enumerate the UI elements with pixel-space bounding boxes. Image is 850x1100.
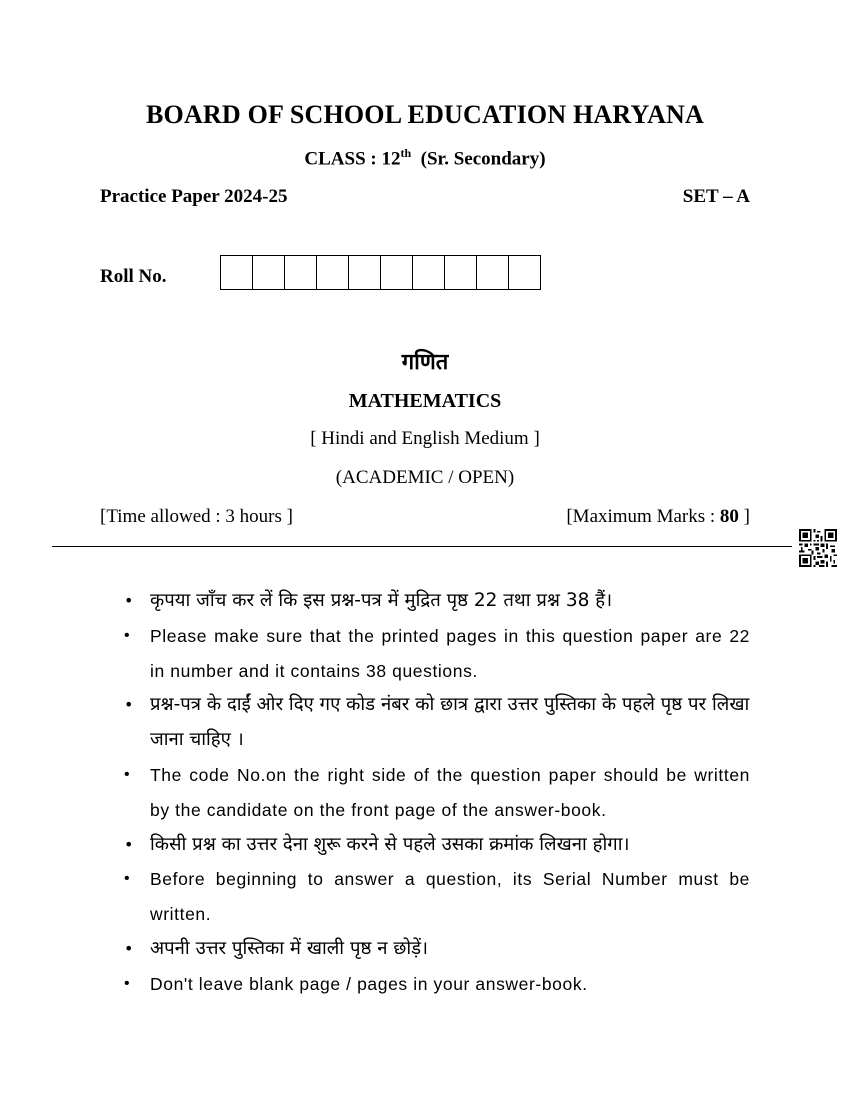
bullet-icon: • (124, 834, 134, 854)
board-title: BOARD OF SCHOOL EDUCATION HARYANA (145, 100, 704, 129)
practice-paper-label: Practice Paper 2024-25 (100, 186, 288, 207)
bullet-icon: • (124, 974, 131, 992)
academic-open-note: (ACADEMIC / OPEN) (335, 467, 515, 488)
roll-number-label: Roll No. (100, 266, 167, 287)
bullet-icon: • (124, 591, 134, 610)
qr-code-icon (799, 529, 837, 567)
instruction-text: अपनी उत्तर पुस्तिका में खाली पृष्ठ न छोड़ें। (150, 937, 429, 959)
roll-number-box[interactable] (413, 256, 445, 289)
max-marks-suffix: ] (738, 506, 750, 527)
class-suffix: (Sr. Secondary) (420, 148, 546, 170)
instructions-list (120, 584, 750, 1002)
roll-number-box[interactable] (253, 256, 285, 289)
separator-line (52, 546, 792, 547)
instruction-item (120, 584, 750, 619)
instruction-item (120, 967, 750, 1002)
instruction-item (120, 688, 750, 758)
bullet-icon: • (124, 870, 131, 888)
instruction-item (120, 619, 750, 689)
roll-number-box[interactable] (445, 256, 477, 289)
max-marks-prefix: [Maximum Marks : (566, 506, 720, 527)
maximum-marks (566, 506, 750, 528)
roll-number-box[interactable] (285, 256, 317, 289)
instruction-text: किसी प्रश्न का उत्तर देना शुरू करने से पहले उसका क्रमांक लिखना होगा। (150, 833, 630, 855)
roll-number-box[interactable] (477, 256, 509, 289)
bullet-icon: • (124, 938, 134, 958)
roll-number-boxes[interactable] (220, 255, 541, 290)
class-superscript: th (400, 146, 412, 160)
time-allowed: [Time allowed : 3 hours ] (100, 506, 293, 527)
subject-hindi-title: गणित (401, 350, 449, 375)
roll-number-box[interactable] (317, 256, 349, 289)
bullet-icon: • (124, 765, 131, 783)
roll-number-box[interactable] (349, 256, 381, 289)
class-prefix: CLASS : 12 (304, 148, 401, 170)
class-line (0, 146, 850, 170)
instruction-text: The code No.on the right side of the question paper should be written by the candidate on the front page of the answer-book. (150, 764, 750, 820)
instruction-text: प्रश्न-पत्र के दाईं ओर दिए गए कोड नंबर को छात्र द्वारा उत्तर पुस्तिका के पहले पृष्ठ पर लिखा जाना चाहिए । (150, 694, 750, 751)
roll-number-box[interactable] (381, 256, 413, 289)
roll-number-box[interactable] (509, 256, 541, 289)
instruction-text: कृपया जाँच कर लें कि इस प्रश्न-पत्र में मुद्रित पृष्ठ 22 तथा प्रश्न 38 हैं। (150, 590, 613, 611)
bullet-icon: • (124, 695, 134, 715)
instruction-text: Don't leave blank page / pages in your answer-book. (150, 973, 588, 994)
roll-number-box[interactable] (221, 256, 253, 289)
set-label: SET – A (682, 186, 750, 207)
instruction-item (120, 828, 750, 863)
paper-info-row (100, 186, 750, 210)
instruction-item (120, 932, 750, 967)
instruction-text: Before beginning to answer a question, its Serial Number must be written. (150, 869, 750, 925)
medium-note: [ Hindi and English Medium ] (310, 428, 540, 449)
bullet-icon: • (124, 626, 131, 644)
instruction-item (120, 758, 750, 828)
subject-english-title: MATHEMATICS (348, 390, 502, 412)
instruction-text: Please make sure that the printed pages in this question paper are 22 in number and it contains 38 questions. (150, 625, 750, 681)
instruction-item (120, 862, 750, 932)
max-marks-value: 80 (719, 506, 739, 527)
time-marks-row (100, 506, 750, 530)
